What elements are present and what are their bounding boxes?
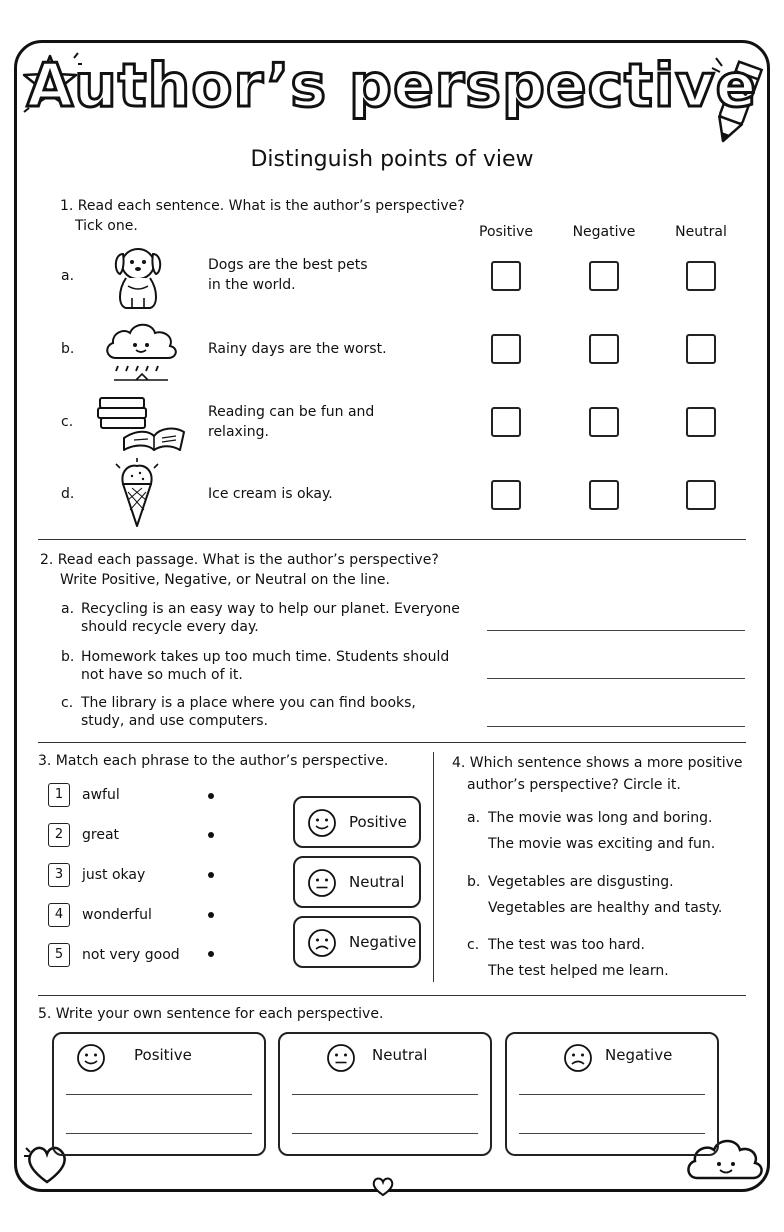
books-icon	[96, 394, 186, 454]
q2-passage-cont: not have so much of it.	[81, 667, 243, 683]
writing-line[interactable]	[292, 1133, 478, 1134]
checkbox-d-neutral[interactable]	[686, 480, 716, 510]
checkbox-b-negative[interactable]	[589, 334, 619, 364]
perspective-label: Negative	[349, 933, 417, 951]
q4-option[interactable]: The movie was exciting and fun.	[488, 836, 716, 852]
smiley-face-icon	[76, 1043, 106, 1073]
match-dot[interactable]	[208, 872, 214, 878]
checkbox-b-neutral[interactable]	[686, 334, 716, 364]
phrase-number: 1	[48, 783, 70, 807]
phrase-text: just okay	[82, 867, 146, 883]
phrase-number: 2	[48, 823, 70, 847]
dog-icon	[106, 240, 170, 312]
checkbox-c-positive[interactable]	[491, 407, 521, 437]
match-dot[interactable]	[208, 793, 214, 799]
q2-passage: The library is a place where you can find books,	[81, 695, 416, 711]
sentence-card-negative	[505, 1032, 719, 1156]
header-neutral: Neutral	[675, 224, 727, 240]
card-label: Neutral	[372, 1046, 428, 1064]
q4-item-letter: c.	[467, 937, 480, 953]
q2-passage: Homework takes up too much time. Students should	[81, 649, 450, 665]
sentence-card-positive	[52, 1032, 266, 1156]
perspective-label: Positive	[349, 813, 407, 831]
q1-item-letter: a.	[61, 268, 75, 284]
checkbox-a-positive[interactable]	[491, 261, 521, 291]
q4-item-letter: b.	[467, 874, 481, 890]
q4-prompt-instruction: author’s perspective? Circle it.	[467, 777, 681, 793]
section-divider	[38, 742, 746, 743]
checkbox-c-negative[interactable]	[589, 407, 619, 437]
small-heart-icon	[370, 1176, 396, 1198]
sad-face-icon	[307, 928, 337, 958]
match-dot[interactable]	[208, 912, 214, 918]
header-positive: Positive	[479, 224, 533, 240]
q4-prompt: 4. Which sentence shows a more positive	[452, 755, 743, 771]
phrase-number: 4	[48, 903, 70, 927]
q2-passage-cont: study, and use computers.	[81, 713, 269, 729]
checkbox-c-neutral[interactable]	[686, 407, 716, 437]
q2-prompt: 2. Read each passage. What is the author’s perspective?	[40, 552, 439, 568]
perspective-box-positive[interactable]	[293, 796, 421, 848]
card-label: Negative	[605, 1046, 673, 1064]
section-divider-vertical	[433, 752, 434, 982]
checkbox-b-positive[interactable]	[491, 334, 521, 364]
sentence-card-neutral	[278, 1032, 492, 1156]
card-label: Positive	[134, 1046, 192, 1064]
match-dot[interactable]	[208, 832, 214, 838]
phrase-text: wonderful	[82, 907, 152, 923]
header-negative: Negative	[572, 224, 636, 240]
phrase-text: not very good	[82, 947, 180, 963]
writing-line[interactable]	[66, 1133, 252, 1134]
perspective-box-negative[interactable]	[293, 916, 421, 968]
q2-passage: Recycling is an easy way to help our planet. Everyone	[81, 601, 460, 617]
q2-item-letter: c.	[61, 695, 74, 711]
rain-cloud-icon	[102, 316, 180, 388]
phrase-number: 3	[48, 863, 70, 887]
q2-item-letter: b.	[61, 649, 75, 665]
checkbox-a-neutral[interactable]	[686, 261, 716, 291]
q4-option[interactable]: The test helped me learn.	[488, 963, 669, 979]
q1-sentence: Ice cream is okay.	[208, 486, 333, 502]
writing-line[interactable]	[519, 1094, 705, 1095]
smiley-face-icon	[307, 808, 337, 838]
q1-item-letter: d.	[61, 486, 75, 502]
section-divider	[38, 539, 746, 540]
checkbox-d-positive[interactable]	[491, 480, 521, 510]
answer-line-c[interactable]	[487, 726, 745, 727]
q4-option[interactable]: Vegetables are disgusting.	[488, 874, 674, 890]
match-dot[interactable]	[208, 951, 214, 957]
q4-option[interactable]: The movie was long and boring.	[488, 810, 713, 826]
perspective-label: Neutral	[349, 873, 405, 891]
q1-sentence: Rainy days are the worst.	[208, 341, 387, 357]
answer-line-b[interactable]	[487, 678, 745, 679]
q1-sentence: Dogs are the best pets	[208, 257, 368, 273]
q3-prompt: 3. Match each phrase to the author’s perspective.	[38, 753, 389, 769]
q4-option[interactable]: The test was too hard.	[488, 937, 645, 953]
writing-line[interactable]	[519, 1133, 705, 1134]
neutral-face-icon	[307, 868, 337, 898]
answer-line-a[interactable]	[487, 630, 745, 631]
q1-sentence-cont: in the world.	[208, 277, 296, 293]
q2-item-letter: a.	[61, 601, 75, 617]
q1-prompt: 1. Read each sentence. What is the author’s perspective?	[60, 198, 465, 214]
checkbox-a-negative[interactable]	[589, 261, 619, 291]
q1-item-letter: c.	[61, 414, 74, 430]
writing-line[interactable]	[66, 1094, 252, 1095]
q2-passage-cont: should recycle every day.	[81, 619, 259, 635]
page-subtitle: Distinguish points of view	[250, 147, 534, 172]
q1-sentence-cont: relaxing.	[208, 424, 269, 440]
q1-item-letter: b.	[61, 341, 75, 357]
q2-prompt-instruction: Write Positive, Negative, or Neutral on the line.	[60, 572, 390, 588]
phrase-number: 5	[48, 943, 70, 967]
q4-item-letter: a.	[467, 810, 481, 826]
perspective-box-neutral[interactable]	[293, 856, 421, 908]
ice-cream-icon	[112, 458, 162, 530]
q4-option[interactable]: Vegetables are healthy and tasty.	[488, 900, 723, 916]
sad-face-icon	[563, 1043, 593, 1073]
q1-sentence: Reading can be fun and	[208, 404, 375, 420]
page-title: Author’s perspective	[26, 51, 758, 121]
q5-prompt: 5. Write your own sentence for each perspective.	[38, 1006, 384, 1022]
checkbox-d-negative[interactable]	[589, 480, 619, 510]
phrase-text: awful	[82, 787, 120, 803]
phrase-text: great	[82, 827, 120, 843]
writing-line[interactable]	[292, 1094, 478, 1095]
section-divider	[38, 995, 746, 996]
neutral-face-icon	[326, 1043, 356, 1073]
q1-prompt-instruction: Tick one.	[75, 218, 138, 234]
